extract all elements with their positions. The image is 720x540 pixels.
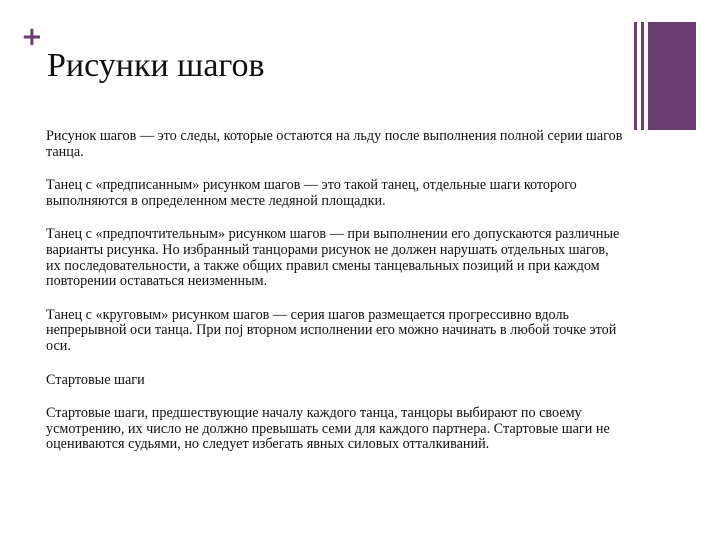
slide-title: Рисунки шагов <box>47 47 265 84</box>
slide-body <box>46 129 626 471</box>
plus-icon: + <box>21 22 43 52</box>
paragraph-preferred-pattern: Танец с «предпочтительным» рисунком шагов — при выполнении его допускаются различные варианты рисунка. Но избранный танцорами рисунок не должен нарушать отдельных шагов, их последовательности, а также общих правил смены танцевальных позиций и при каждом повторении оставаться неизменным. <box>46 226 620 290</box>
section-heading-starting-steps: Стартовые шаги <box>46 371 145 388</box>
paragraph-prescribed-pattern: Танец с «предписанным» рисунком шагов — это такой танец, отдельные шаги которого выполняются в определенном месте ледяной площадки. <box>46 177 577 209</box>
paragraph-circular-pattern: Танец с «круговым» рисунком шагов — серия шагов размещается прогрессивно вдоль непрерывной оси танца. При поj вторном исполнении его можно начинать в любой точке этой оси. <box>46 306 617 354</box>
decorative-stripe <box>641 22 644 130</box>
decorative-accent-block <box>648 22 696 130</box>
paragraph-starting-steps: Стартовые шаги, предшествующие началу каждого танца, танцоры выбирают по своему усмотрению, их число не должно превышать семи для каждого партнера. Стартовые шаги не оцениваются судьями, но следует избегать явных силовых отталкиваний. <box>46 405 610 453</box>
decorative-stripe <box>634 22 637 130</box>
paragraph-step-pattern-definition: Рисунок шагов — это следы, которые остаются на льду после выполнения полной серии шагов танца. <box>46 128 623 160</box>
